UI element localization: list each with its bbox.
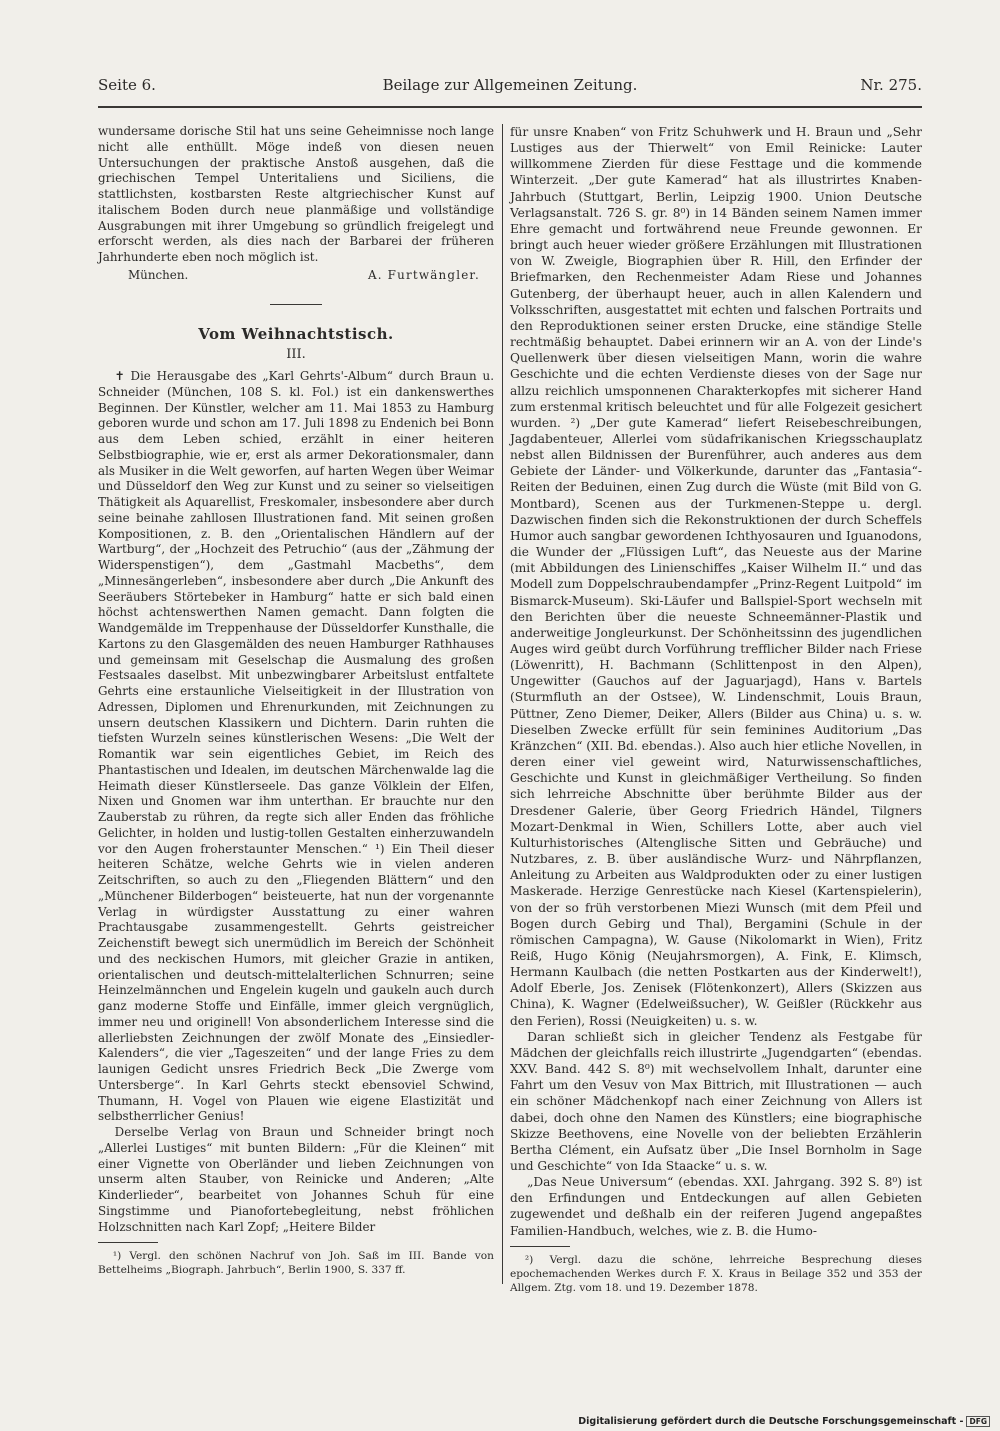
right-column (510, 124, 922, 1295)
article-continuation: wundersame dorische Stil hat uns seine Geheimnisse noch lange nicht alle enthüllt. Möge indeß von diesen neuen Untersuchungen der praktische Anstoß ausgehen, daß die griechischen Tempel Unteritaliens und Siciliens, die stattlichsten, kostbarsten Reste altgriechischer Kunst auf italischem Boden durch neue planmäßige und vollständige Ausgrabungen mit ihrer Umgebung so gründlich freigelegt und erforscht werden, als dies nach der Barbarei der früheren Jahrhunderte eben noch möglich ist. (98, 124, 494, 264)
paragraph: Daran schließt sich in gleicher Tendenz als Festgabe für Mädchen der gleichfalls reich illustrirte „Jugendgarten“ (ebendas. XXV. Band. 442 S. 8⁰) mit wechselvollem Inhalt, darunter eine Fahrt um den Vesuv von Max Bittrich, mit Illustrationen — auch ein schöner Mädchenkopf nach einer Zeichnung von Allers ist dabei, doch ohne den Namen des Künstlers; eine biographische Skizze Beethovens, eine Novelle von der beliebten Erzählerin Bertha Clément, ein Aufsatz über „Die Insel Bornholm in Sage und Geschichte“ von Ida Staacke“ u. s. w. (510, 1029, 922, 1173)
column-divider (502, 124, 503, 1284)
dfg-logo: DFG (966, 1416, 990, 1427)
footnote-rule (510, 1246, 570, 1247)
page-number: Seite 6. (98, 76, 156, 94)
credit-text: Digitalisierung gefördert durch die Deutsche Forschungsgemeinschaft - (578, 1416, 964, 1427)
page-header (98, 76, 922, 102)
section-title: Vom Weihnachtstisch. (198, 324, 394, 343)
issue-number: Nr. 275. (860, 76, 922, 94)
left-column (98, 124, 494, 1277)
publication-title: Beilage zur Allgemeinen Zeitung. (382, 76, 638, 94)
paragraph: ✝ Die Herausgabe des „Karl Gehrts'-Album“ durch Braun u. Schneider (München, 108 S. kl. Fol.) ist ein dankenswerthes Beginnen. Der Künstler, welcher am 11. Mai 1853 zu Hamburg geboren wurde und schon am 17. Juli 1898 zu Endenich bei Bonn aus dem Leben schied, erzählt in einer heiteren Selbstbiographie, wie er, erst als armer Dekorationsmaler, dann als Musiker in die Welt geworfen, auf harten Wegen über Weimar und Düsseldorf den Weg zur Kunst und zu seiner so vielseitigen Thätigkeit als Aquarellist, Freskomaler, insbesondere aber durch seine beinahe zahllosen Illustrationen fand. Mit seinen großen Kompositionen, z. B. den „Orientalischen Händlern auf der Wartburg“, der „Hochzeit des Petruchio“ (aus der „Zähmung der Widerspenstigen“), dem „Gastmahl Macbeths“, dem „Minnesängerleben“, insbesondere aber durch „Die Ankunft des Seeräubers Störtebeker in Hamburg“ hatte er sich bald einen höchst achtenswerthen Namen gemacht. Dann folgten die Wandgemälde im Treppenhause der Düsseldorfer Kunsthalle, die Kartons zu den Glasgemälden des neuen Hamburger Rathhauses und gemeinsam mit Geselschap die Ausmalung des großen Festsaales daselbst. Mit unbezwingbarer Arbeitslust entfaltete Gehrts eine erstaunliche Vielseitigkeit in der Illustration von Adressen, Diplomen und Ehrenurkunden, mit Zeichnungen zu unsern deutschen Klassikern und Dichtern. Darin ruhten die tiefsten Wurzeln seines künstlerischen Wesens: „Die Welt der Romantik war sein eigentliches Gebiet, im Reich des Phantastischen und Idealen, im deutschen Märchenwalde lag die Heimath dieser Künstlerseele. Das ganze Völklein der Elfen, Nixen und Gnomen war ihm unterthan. Er brauchte nur den Zauberstab zu rühren, da regte sich aller Enden das fröhliche Gelichter, in holden und lustig-tollen Gestalten einherzuwandeln vor den Augen froherstaunter Menschen.“ ¹) Ein Theil dieser heiteren Schätze, welche Gehrts wie in vielen anderen Zeitschriften, so auch zu den „Fliegenden Blättern“ und den „Münchener Bilderbogen“ beisteuerte, hat nun der vorgenannte Verlag in würdigster Ausstattung zu einer wahren Prachtausgabe zusammengestellt. Gehrts geistreicher Zeichenstift bewegt sich unermüdlich im Bereich der Schönheit und des neckischen Humors, mit gleicher Grazie in antiken, orientalischen und deutsch-mittelalterlichen Schnurren; seine Heinzelmännchen und Engelein kugeln und gaukeln auch durch ganz moderne Stoffe und Einfälle, immer gleich vergnüglich, immer neu und originell! Von absonderlichem Interesse sind die allerliebsten Zeichnungen der zwölf Monate des „Einsiedler-Kalenders“, die vier „Tageszeiten“ und der lange Fries zu dem launigen Gedicht unsres Friedrich Beck „Die Zwerge vom Untersberge“. In Karl Gehrts steckt ebensoviel Schwind, Thumann, H. Vogel von Plauen wie eigene Elastizität und selbstherrlicher Genius! (98, 369, 494, 1124)
paragraph: für unsre Knaben“ von Fritz Schuhwerk und H. Braun und „Sehr Lustiges aus der Thierwelt“ von Emil Reinicke: Lauter willkommene Zierden für diese Festtage und die kommende Winterzeit. „Der gute Kamerad“ hat als illustrirtes Knaben-Jahrbuch (Stuttgart, Berlin, Leipzig 1900. Union Deutsche Verlagsanstalt. 726 S. gr. 8⁰) in 14 Bänden seinem Namen immer Ehre gemacht und fortwährend neue Freunde gewonnen. Er bringt auch heuer wieder größere Erzählungen mit Illustrationen von W. Zweigle, Biographien über R. Hill, den Erfinder der Briefmarken, den Rechenmeister Adam Riese und Johannes Gutenberg, der überhaupt heuer, auch in allen Kalendern und Volksschriften, ausgestattet mit echten und falschen Portraits und den Reproduktionen seiner ersten Drucke, eine ständige Stelle rechtmäßig behauptet. Dabei erinnern wir an A. von der Linde's Quellenwerk über diesen vielseitigen Mann, worin die wahre Geschichte und die echten Verdienste dieses von der Sage nur allzu reichlich umsponnenen Charakterkopfes mit sicherer Hand zum erstenmal kritisch beleuchtet und für alle Folgezeit gesichert wurden. ²) „Der gute Kamerad“ liefert Reisebeschreibungen, Jagdabenteuer, Allerlei vom südafrikanischen Kriegsschauplatz nebst allen Bildnissen der Burenführer, auch anderes aus dem Gebiete der Länder- und Völkerkunde, darunter das „Fantasia“-Reiten der Beduinen, einen Zug durch die Wüste (mit Bild von G. Montbard), Scenen aus der Turkmenen-Steppe u. dergl. Dazwischen finden sich die Rekonstruktionen der durch Scheffels Humor auch sangbar gewordenen Ichthyosauren und Iguanodons, die Wunder der „Flüssigen Luft“, das Neueste aus der Marine (mit Abbildungen des Linienschiffes „Kaiser Wilhelm II.“ und das Modell zum Doppelschraubendampfer „Prinz-Regent Luitpold“ im Bismarck-Museum). Ski-Läufer und Ballspiel-Sport wechseln mit den Berichten über die neueste Schneemänner-Plastik und anderweitige Jongleurkunst. Der Schönheitssinn des jugendlichen Auges wird geübt durch Vorführung trefflicher Bilder nach Friese (Löwenritt), H. Bachmann (Schlittenpost in den Alpen), Ungewitter (Gauchos auf der Jaguarjagd), Hans v. Bartels (Sturmfluth an der Ostsee), W. Lindenschmit, Louis Braun, Püttner, Zeno Diemer, Deiker, Allers (Bilder aus China) u. s. w. Dieselben Zwecke erfüllt für sein feminines Auditorium „Das Kränzchen“ (XII. Bd. ebendas.). Also auch hier etliche Novellen, in deren einer viel geweint wird, Naturwissenschaftliches, Geschichte und Kunst in gleichmäßiger Vertheilung. So finden sich lehrreiche Abschnitte über berühmte Bilder aus der Dresdener Galerie, über Georg Friedrich Händel, Tilgners Mozart-Denkmal in Wien, Schillers Lotte, aber auch viel Kulturhistorisches (Altenglische Sitten und Gebräuche) und Nutzbares, z. B. über ausländische Wurz- und Nährpflanzen, Anleitung zu Arbeiten aus Waldprodukten oder zu einer lustigen Maskerade. Herzige Genrestücke nach Kiesel (Kartenspielerin), von der so früh verstorbenen Miezi Wunsch (mit dem Pfeil und Bogen durch Gebirg und Thal), Bergamini (Schule in der römischen Campagna), W. Gause (Nikolomarkt in Wien), Fritz Reiß, Hugo König (Neujahrsmorgen), A. Fink, E. Klimsch, Hermann Kaulbach (die netten Postkarten aus der Kinderwelt!), Adolf Eberle, Jos. Zenisek (Flötenkonzert), Allers (Skizzen aus China), K. Wagner (Edelweißsucher), W. Geißler (Rückkehr aus den Ferien), Rossi (Neuigkeiten) u. s. w. (510, 125, 923, 1028)
signature-place: München. (128, 267, 189, 282)
footnote-rule (98, 1242, 158, 1243)
paragraph: „Das Neue Universum“ (ebendas. XXI. Jahrgang. 392 S. 8⁰) ist den Erfindungen und Entdeckungen auf allen Gebieten zugewendet und deßhalb ein der reiferen Jugend angepaßtes Familien-Handbuch, welches, wie z. B. die Humo- (510, 1175, 922, 1238)
footnote: ¹) Vergl. den schönen Nachruf von Joh. Saß im III. Bande von Bettelheims „Biograph. Jahrbuch“, Berlin 1900, S. 337 ff. (98, 1250, 494, 1277)
signature-name: A. Furtwängler. (367, 267, 480, 282)
paragraph: Derselbe Verlag von Braun und Schneider bringt noch „Allerlei Lustiges“ mit bunten Bildern: „Für die Kleinen“ mit einer Vignette von Oberländer und lieben Zeichnungen von unserm alten Stauber, von Reinicke und Anderen; „Alte Kinderlieder“, bearbeitet von Johannes Schuh für eine Singstimme und Pianofortebegleitung, nebst fröhlichen Holzschnitten nach Karl Zopf; „Heitere Bilder (98, 1125, 494, 1234)
digitization-credit (578, 1416, 990, 1427)
author-signature (98, 268, 494, 284)
section-number: III. (286, 347, 306, 363)
footnote: ²) Vergl. dazu die schöne, lehrreiche Besprechung dieses epochemachenden Werkes durch F. X. Kraus in Beilage 352 und 353 der Allgem. Ztg. vom 18. und 19. Dezember 1878. (510, 1253, 922, 1294)
header-rule (98, 106, 922, 108)
article-separator (270, 304, 322, 305)
